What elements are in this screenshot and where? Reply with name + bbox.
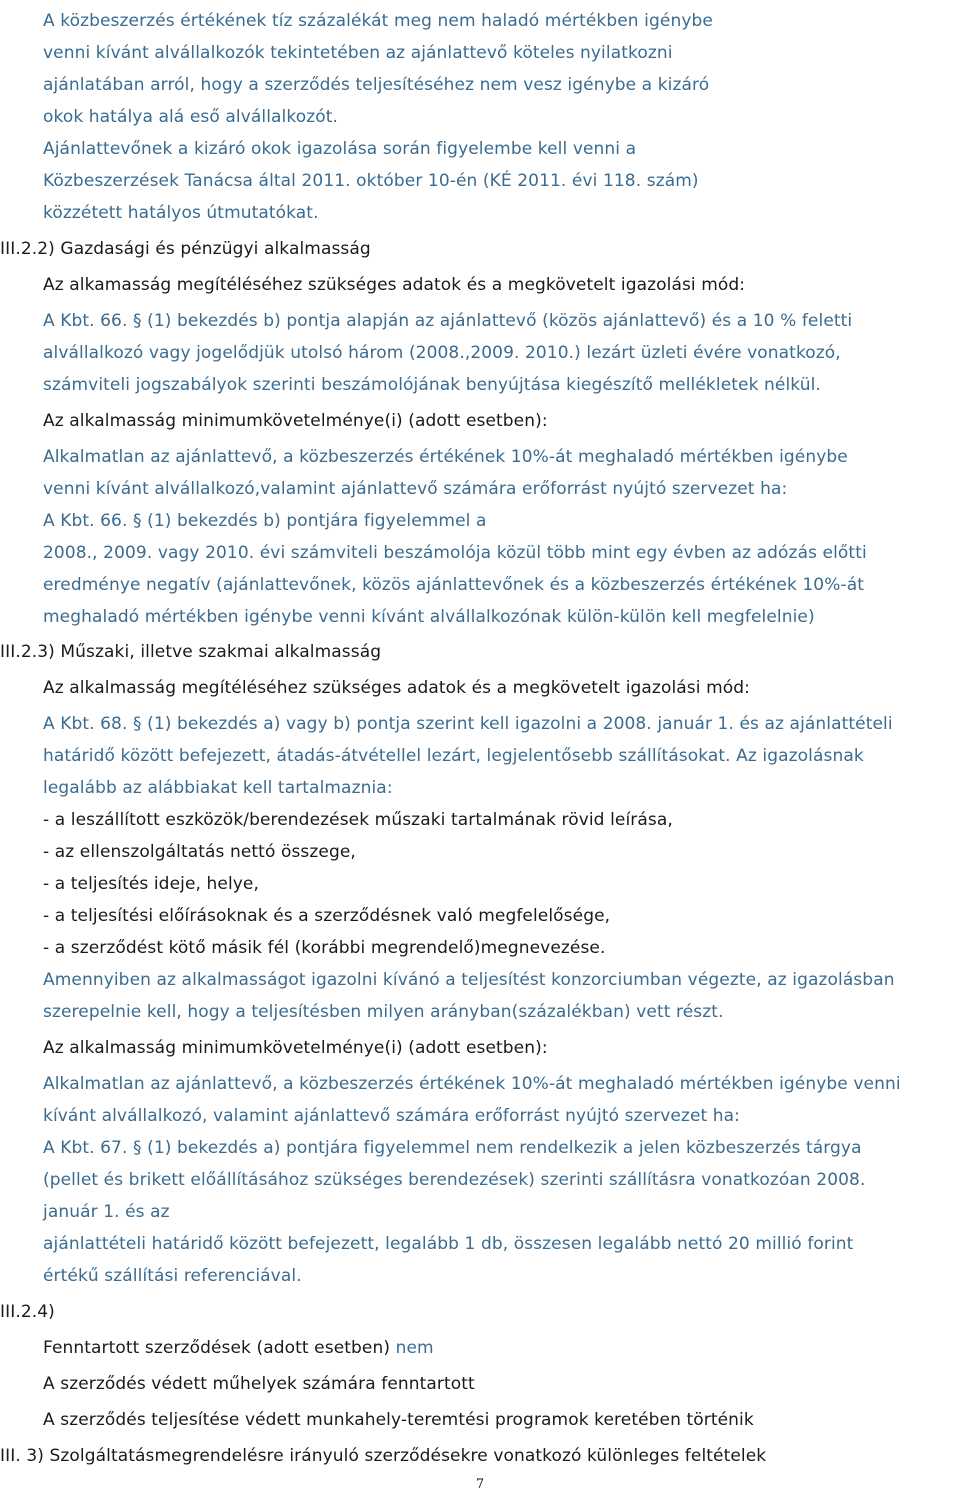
text-segment: (pellet és brikett előállításához szükséges berendezések) szerinti szállításra vonatkozóan 2008. [43,1170,866,1190]
text-line [43,107,338,127]
text-line [43,1170,865,1190]
text-segment: 2008., 2009. vagy 2010. évi számviteli beszámolója közül több mint egy évben az adózás előtti [43,543,867,563]
text-line [43,1002,724,1022]
text-segment: közzétett hatályos útmutatókat. [43,203,319,223]
text-segment: - a teljesítési előírásoknak és a szerződésnek való megfelelősége, [43,906,611,926]
text-segment: legalább az alábbiakat kell tartalmaznia: [43,778,393,798]
text-segment: Ajánlattevőnek a kizáró okok igazolása során figyelembe kell venni a [43,139,637,159]
text-line [43,1202,170,1222]
text-segment: okok hatálya alá eső alvállalkozót. [43,107,338,127]
text-line [43,275,745,295]
text-line [43,1374,475,1394]
text-segment: január 1. és az [43,1202,170,1222]
text-line [43,139,636,159]
text-line [43,906,610,926]
text-segment: Az alkamasság megítéléséhez szükséges adatok és a megkövetelt igazolási mód: [43,275,746,295]
text-line [43,810,673,830]
text-line [43,1106,740,1126]
text-segment: Fenntartott szerződések (adott esetben) [43,1338,396,1358]
text-line [43,543,867,563]
text-line [43,575,864,595]
text-line [43,714,893,734]
text-segment: III.2.4) [0,1302,55,1322]
text-segment: Közbeszerzések Tanácsa által 2011. október 10-én (KÉ 2011. évi 118. szám) [43,171,699,191]
text-segment: venni kívánt alvállalkozók tekintetében az ajánlattevő köteles nyilatkozni [43,43,673,63]
text-line [43,375,821,395]
text-line [43,970,895,990]
text-segment: A Kbt. 67. § (1) bekezdés a) pontjára figyelemmel nem rendelkezik a jelen közbeszerzés tárgya [43,1138,862,1158]
text-segment: nem [395,1338,434,1358]
text-segment: számviteli jogszabályok szerinti beszámolójának benyújtása kiegészítő mellékletek nélkül. [43,375,821,395]
text-segment: alvállalkozó vagy jogelődjük utolsó három (2008.,2009. 2010.) lezárt üzleti évére vonatkozó, [43,343,841,363]
text-segment: venni kívánt alvállalkozó,valamint ajánlattevő számára erőforrást nyújtó szervezet ha: [43,479,788,499]
text-line [43,1074,901,1094]
text-segment: Alkalmatlan az ajánlattevő, a közbeszerzés értékének 10%-át meghaladó mértékben igénybe venni [43,1074,901,1094]
text-segment: A szerződés védett műhelyek számára fenntartott [43,1374,475,1394]
text-line [43,171,699,191]
text-line [43,11,713,31]
text-line [43,746,864,766]
text-line [43,1338,434,1358]
text-segment: III.2.3) Műszaki, illetve szakmai alkalmasság [0,642,382,662]
text-line [43,1266,302,1286]
text-segment: Alkalmatlan az ajánlattevő, a közbeszerzés értékének 10%-át meghaladó mértékben igénybe [43,447,848,467]
text-segment: - a szerződést kötő másik fél (korábbi megrendelő)megnevezése. [43,938,606,958]
text-segment: eredménye negatív (ajánlattevőnek, közös ajánlattevőnek és a közbeszerzés értékének 10%-át [43,575,864,595]
text-segment: szerepelnie kell, hogy a teljesítésben milyen arányban(százalékban) vett részt. [43,1002,724,1022]
text-segment: - a teljesítés ideje, helye, [43,874,259,894]
text-segment: A közbeszerzés értékének tíz százalékát meg nem haladó mértékben igénybe [43,11,713,31]
text-line [0,642,381,662]
text-segment: Az alkalmasság megítéléséhez szükséges adatok és a megkövetelt igazolási mód: [43,678,750,698]
text-line [43,1138,862,1158]
text-segment: - az ellenszolgáltatás nettó összege, [43,842,356,862]
text-segment: meghaladó mértékben igénybe venni kívánt alvállalkozónak külön-külön kell megfelelnie) [43,607,815,627]
text-segment: ajánlattételi határidő között befejezett, legalább 1 db, összesen legalább nettó 20 millió forint [43,1234,854,1254]
text-segment: III. 3) Szolgáltatásmegrendelésre irányuló szerződésekre vonatkozó különleges feltételek [0,1446,767,1466]
text-line [43,43,673,63]
page-number: 7 [475,1477,485,1492]
text-line [43,479,787,499]
text-line [43,447,848,467]
text-line [43,938,606,958]
text-segment: III.2.2) Gazdasági és pénzügyi alkalmasság [0,239,371,259]
text-segment: Az alkalmasság minimumkövetelménye(i) (adott esetben): [43,1038,548,1058]
text-line [43,75,709,95]
text-line [43,607,815,627]
text-segment: A szerződés teljesítése védett munkahely-teremtési programok keretében történik [43,1410,754,1430]
text-line [0,1446,766,1466]
text-segment: határidő között befejezett, átadás-átvétellel lezárt, legjelentősebb szállításokat. Az igazolásnak [43,746,864,766]
text-line [0,239,371,259]
text-line [43,511,487,531]
text-line [43,778,393,798]
text-line [43,1038,548,1058]
text-line [43,203,319,223]
text-segment: ajánlatában arról, hogy a szerződés teljesítéséhez nem vesz igénybe a kizáró [43,75,710,95]
text-segment: A Kbt. 66. § (1) bekezdés b) pontjára figyelemmel a [43,511,487,531]
text-line [43,1234,853,1254]
text-line [43,343,841,363]
text-line [43,678,750,698]
text-line [43,311,852,331]
text-segment: A Kbt. 66. § (1) bekezdés b) pontja alapján az ajánlattevő (közös ajánlattevő) és a 10 % feletti [43,311,853,331]
text-segment: kívánt alvállalkozó, valamint ajánlattevő számára erőforrást nyújtó szervezet ha: [43,1106,741,1126]
text-segment: A Kbt. 68. § (1) bekezdés a) vagy b) pontja szerint kell igazolni a 2008. január 1. és az ajánlattételi [43,714,893,734]
text-segment: Amennyiben az alkalmasságot igazolni kívánó a teljesítést konzorciumban végezte, az igazolásban [43,970,895,990]
text-line [43,1410,754,1430]
text-line [43,874,259,894]
text-line [0,1302,55,1322]
text-line [43,842,356,862]
text-line [43,411,548,431]
text-segment: - a leszállított eszközök/berendezések műszaki tartalmának rövid leírása, [43,810,673,830]
text-segment: értékű szállítási referenciával. [43,1266,302,1286]
text-segment: Az alkalmasság minimumkövetelménye(i) (adott esetben): [43,411,548,431]
